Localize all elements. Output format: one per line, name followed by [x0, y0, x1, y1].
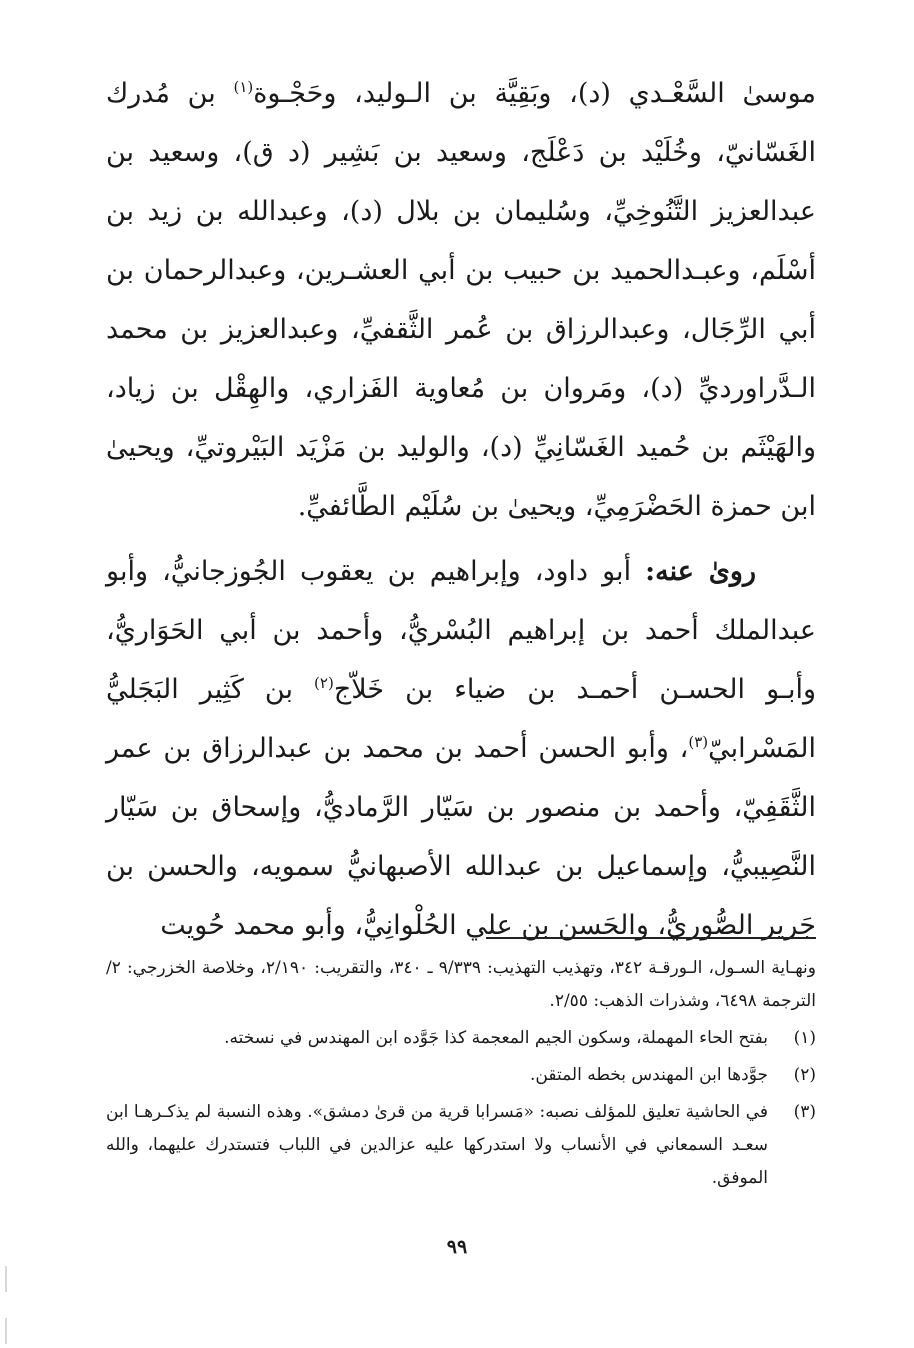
- text-segment: بن كَثِير البَجَليُّ المَسْرابيّ: [106, 674, 816, 764]
- paragraph-teachers: [106, 64, 816, 536]
- footnote-continuation: ونهـاية السـول، الـورقـة ٣٤٢، وتهذيب التهذيب: ٩/٣٣٩ ـ ٣٤٠، والتقريب: ٢/١٩٠، وخلاصة الخزرجي: ٢/الترجمة ٦٤٩٨، وشذرات الذهب: ٢/٥٥.: [106, 958, 816, 1011]
- text-segment: بن مُدرك الغَسّانيّ، وخُلَيْد بن دَعْلَج، وسعيد بن بَشِير (د ق)، وسعيد بن عبدالعزيز التَّنُوخِيِّ، وسُليمان بن بلال (د)، وعبدالله بن زيد بن أسْلَم، وعبـدالحميد بن حبيب بن أبي العشـرين، وعبدالرحمان بن أبي الرِّجَال، وعبدالرزاق بن عُمر الثَّقفيِّ، وعبدالعزيز بن محمد الـدَّراورديِّ (د)، ومَروان بن مُعاوية الفَزاري، والهِقْل بن زياد، والهَيْثَم بن حُميد الغَسّانِيِّ (د)، والوليد بن مَزْيَد البَيْروتيِّ، ويحيىٰ ابن حمزة الحَضْرَمِيِّ، ويحيىٰ بن سُلَيْم الطَّائفيِّ.: [106, 78, 816, 522]
- text-segment: موسىٰ السَّعْـدي (د)، وبَقِيَّة بن الـوليد، وحَجْـوة: [253, 78, 816, 109]
- footnote-3: [106, 1096, 816, 1195]
- text-segment: أبو داود، وإبراهيم بن يعقوب الجُوزجانيُّ، وأبو عبدالملك أحمد بن إبراهيم البُسْريُّ، وأحمد بن أبي الحَوَاريُّ، وأبـو الحسـن أحمـد بن ضياء بن خَلاّج: [106, 556, 816, 705]
- footnote-marker-1: (١): [233, 78, 254, 96]
- footnote-1: [106, 1022, 816, 1055]
- main-text: [106, 64, 816, 955]
- footnote-number: (١): [793, 1028, 816, 1048]
- page-number: ٩٩: [446, 1236, 468, 1258]
- footnote-text: بفتح الحاء المهملة، وسكون الجيم المعجمة كذا جَوَّده ابن المهندس في نسخته.: [224, 1028, 768, 1048]
- scan-edge-mark: [5, 1318, 7, 1344]
- scan-edge-mark: [5, 1266, 7, 1292]
- footnote-marker-2: (٢): [314, 674, 334, 692]
- paragraph-students: [106, 542, 816, 955]
- narrated-from-him-heading: روىٰ عنه:: [645, 556, 756, 587]
- text-segment: ، وأبو الحسن أحمد بن محمد بن عبدالرزاق بن عمر الثَّقَفِيّ، وأحمد بن منصور بن سَيّار الرَّماديُّ، وإسحاق بن سَيّار النَّصِيبيُّ، وإسماعيل بن عبدالله الأصبهانيُّ سمويه، والحسن بن جَرير الصُّوريُّ، والحَسن بن علي الحُلْوانِيُّ، وأبو محمد حُويت: [106, 733, 816, 941]
- footnote-2: [106, 1059, 816, 1092]
- footnote-marker-3: (٣): [688, 733, 709, 751]
- footnotes: [106, 952, 816, 1199]
- footnote-number: (٢): [793, 1065, 816, 1085]
- footnote-text: في الحاشية تعليق للمؤلف نصبه: «مَسرابا قرية من قرىٰ دمشق». وهذه النسبة لم يذكـرهـا ابن سعـد السمعاني في الأنساب ولا استدركها عليه عزالدين في اللباب فتستدرك عليهما، والله الموفق.: [106, 1102, 768, 1188]
- footnote-number: (٣): [793, 1102, 816, 1122]
- footnote-text: جوَّدها ابن المهندس بخطه المتقن.: [530, 1065, 768, 1085]
- footnote-separator: [486, 937, 816, 939]
